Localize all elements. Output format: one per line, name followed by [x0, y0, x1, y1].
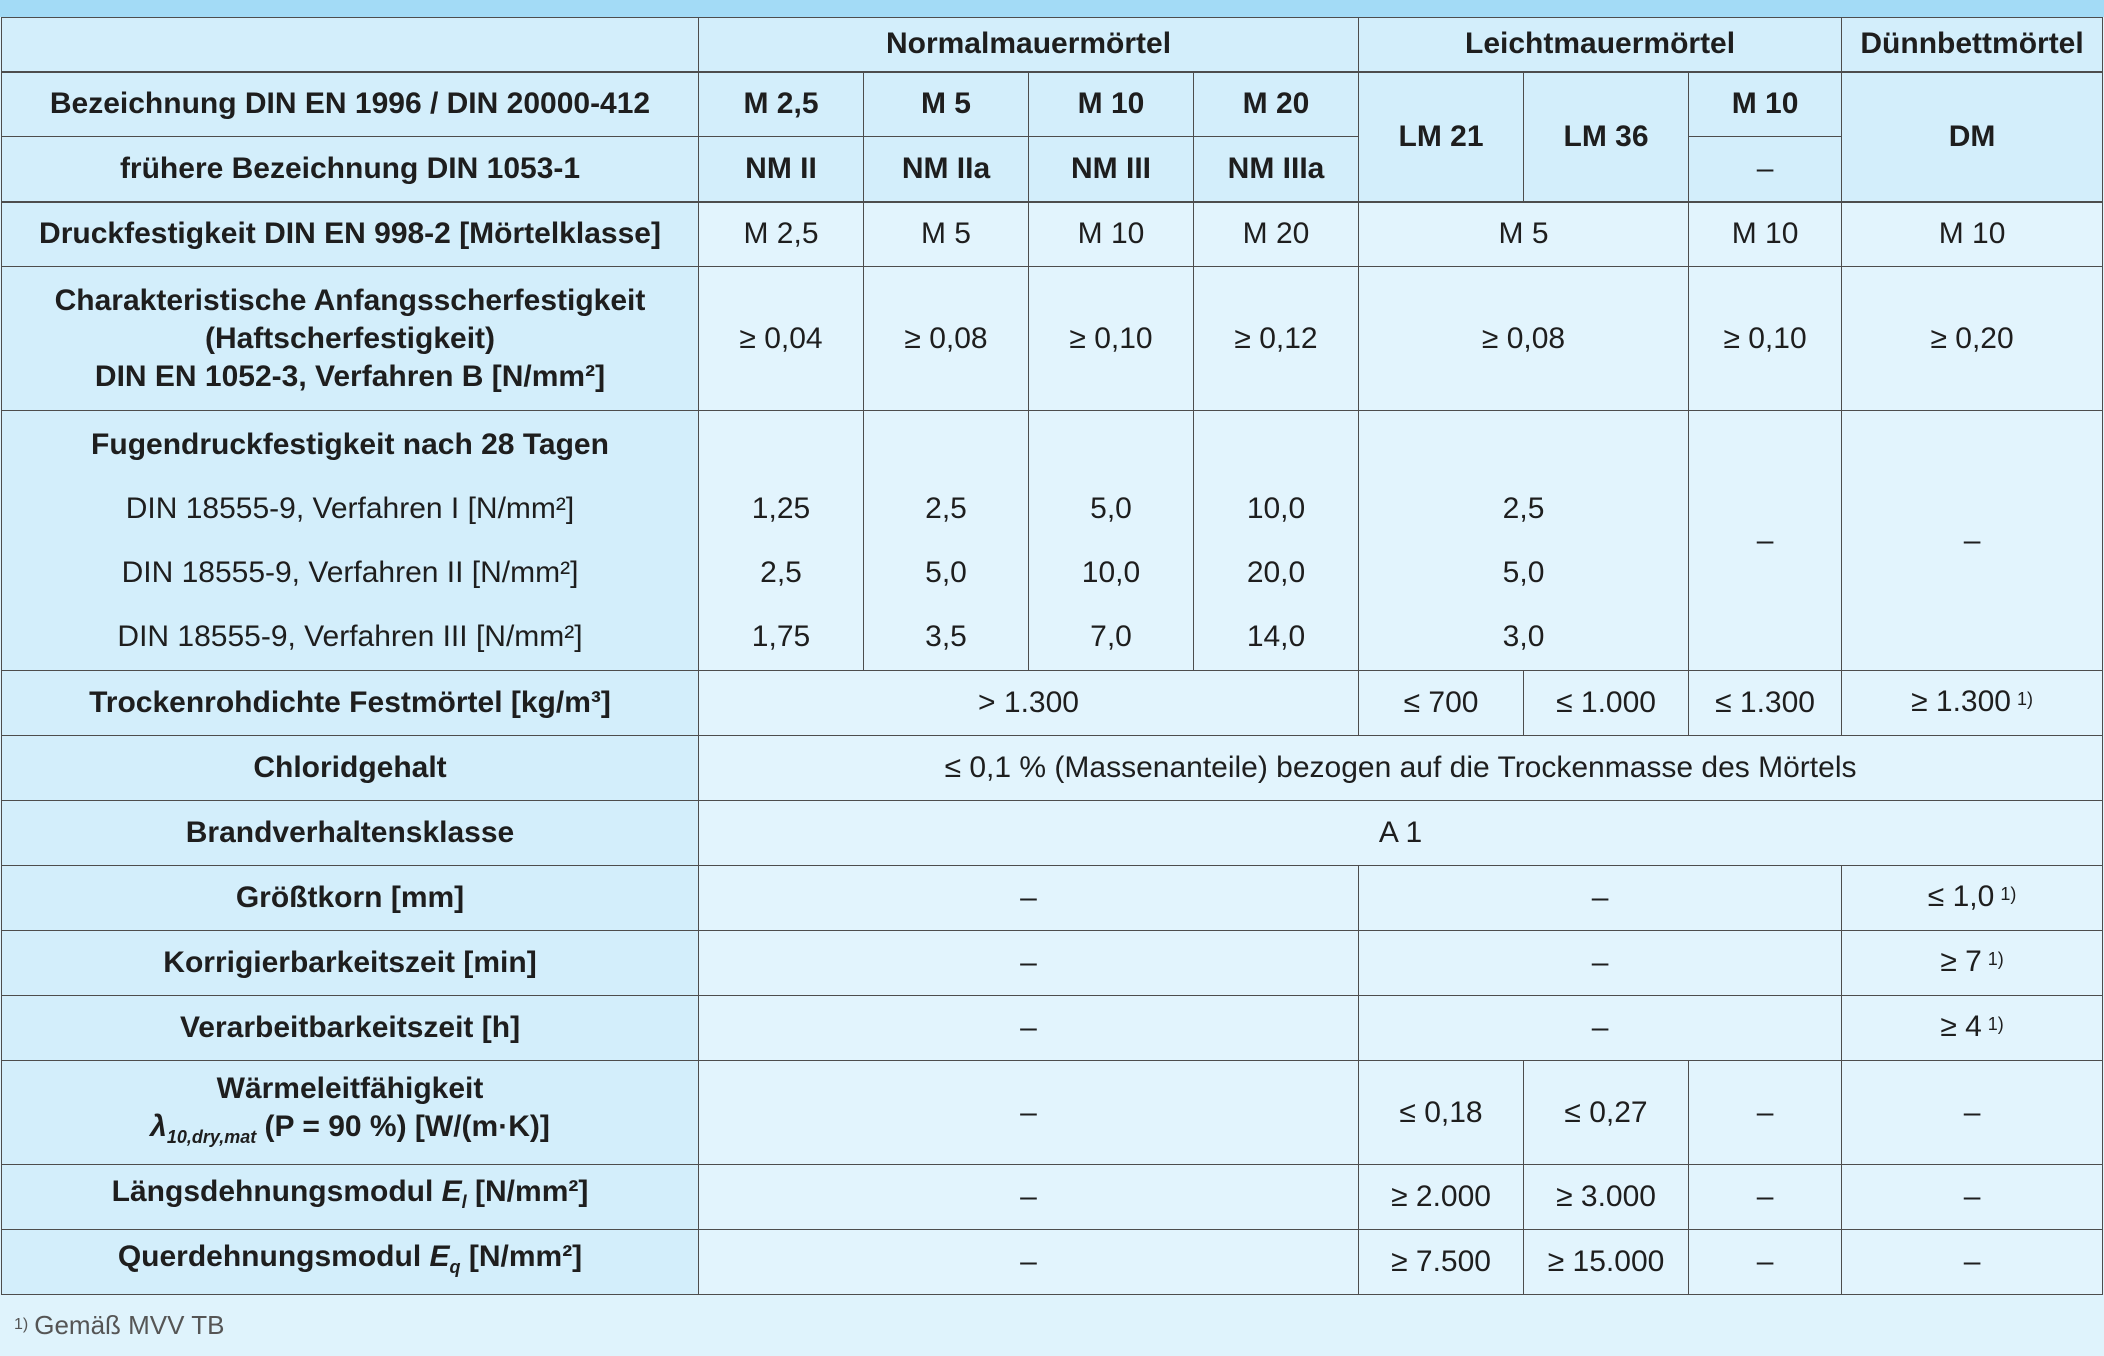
designation-lm21: LM 21: [1359, 72, 1524, 202]
group-leicht: Leichtmauermörtel: [1359, 18, 1842, 72]
modulus-subscript: q: [449, 1257, 461, 1277]
shear-row: [2, 267, 2103, 411]
thermal-value: –: [1689, 1061, 1842, 1165]
density-value: ≤ 1.000: [1524, 671, 1689, 736]
joint-method-2: DIN 18555-9, Verfahren II [N/mm²]: [121, 555, 579, 589]
corner-cell: [2, 18, 699, 72]
thermal-value: –: [699, 1061, 1359, 1165]
joint-value: 3,0: [1502, 619, 1545, 653]
fire-value: A 1: [699, 801, 2103, 866]
compressive-value: M 20: [1194, 202, 1359, 267]
joint-value: 7,0: [1090, 619, 1132, 653]
designation-m10: M 10: [1029, 72, 1194, 137]
trans-modulus-value: –: [1689, 1230, 1842, 1295]
grain-label: Größtkorn [mm]: [2, 866, 699, 931]
modulus-subscript: l: [461, 1192, 467, 1212]
density-label: Trockenrohdichte Festmörtel [kg/m³]: [2, 671, 699, 736]
modulus-symbol: E: [429, 1240, 450, 1273]
joint-col-dm: –: [1842, 411, 2103, 671]
footnote-mark: 1): [1987, 1013, 2004, 1034]
grain-row: [2, 866, 2103, 931]
trans-modulus-value: ≥ 15.000: [1524, 1230, 1689, 1295]
density-value: > 1.300: [699, 671, 1359, 736]
joint-value: 14,0: [1246, 619, 1306, 653]
joint-title: Fugendruckfestigkeit nach 28 Tagen: [91, 427, 609, 461]
former-nm3: NM III: [1029, 137, 1194, 202]
top-color-strip: [0, 0, 2104, 17]
joint-value: 5,0: [1090, 491, 1132, 525]
long-modulus-value: –: [1842, 1165, 2103, 1230]
shear-value: ≥ 0,08: [864, 267, 1029, 411]
grain-value: –: [1359, 866, 1842, 931]
shear-value: ≥ 0,04: [699, 267, 864, 411]
joint-value: 3,5: [925, 619, 967, 653]
density-row: [2, 671, 2103, 736]
former-nm2a: NM IIa: [864, 137, 1029, 202]
joint-col-m20: [1194, 411, 1359, 671]
designation-label: Bezeichnung DIN EN 1996 / DIN 20000-412: [2, 72, 699, 137]
trans-modulus-value: ≥ 7.500: [1359, 1230, 1524, 1295]
correction-row: [2, 931, 2103, 996]
correction-value: –: [1359, 931, 1842, 996]
fire-label: Brandverhaltensklasse: [2, 801, 699, 866]
thermal-label: [2, 1061, 699, 1165]
thermal-value: ≤ 0,27: [1524, 1061, 1689, 1165]
former-label: frühere Bezeichnung DIN 1053-1: [2, 137, 699, 202]
chloride-value: ≤ 0,1 % (Massenanteile) bezogen auf die Trockenmasse des Mörtels: [699, 736, 2103, 801]
compressive-row: [2, 202, 2103, 267]
former-lm-m10: –: [1689, 137, 1842, 202]
shear-value: ≥ 0,20: [1842, 267, 2103, 411]
density-value: ≤ 700: [1359, 671, 1524, 736]
designation-m20: M 20: [1194, 72, 1359, 137]
workability-value: –: [699, 996, 1359, 1061]
footnote-mark: 1): [2016, 688, 2033, 709]
workability-value: –: [1359, 996, 1842, 1061]
designation-dm: DM: [1842, 72, 2103, 202]
shear-value: ≥ 0,08: [1359, 267, 1689, 411]
trans-modulus-value: –: [1842, 1230, 2103, 1295]
joint-col-lm: [1359, 411, 1689, 671]
long-modulus-row: [2, 1165, 2103, 1230]
shear-label-line-3: DIN EN 1052-3, Verfahren B [N/mm²]: [94, 359, 606, 393]
shear-value: ≥ 0,10: [1029, 267, 1194, 411]
shear-label: [2, 267, 699, 411]
joint-value: 2,5: [925, 491, 967, 525]
workability-value-dm: ≥ 4 $^{1)}$: [1842, 996, 2103, 1061]
grain-value-dm: ≤ 1,0 $^{1)}$: [1842, 866, 2103, 931]
designation-lm36: LM 36: [1524, 72, 1689, 202]
long-modulus-value: –: [1689, 1165, 1842, 1230]
compressive-value: M 2,5: [699, 202, 864, 267]
former-nm2: NM II: [699, 137, 864, 202]
compressive-value: M 10: [1689, 202, 1842, 267]
mortar-properties-table: [1, 17, 2103, 1295]
long-modulus-value: ≥ 3.000: [1524, 1165, 1689, 1230]
thermal-value: ≤ 0,18: [1359, 1061, 1524, 1165]
designation-row: [2, 72, 2103, 137]
long-modulus-label: Längsdehnungsmodul $E_l$ [N/mm²]: [2, 1165, 699, 1230]
group-duenn: Dünnbettmörtel: [1842, 18, 2103, 72]
chloride-label: Chloridgehalt: [2, 736, 699, 801]
thermal-row: [2, 1061, 2103, 1165]
table-footnote: [14, 1310, 224, 1341]
thermal-value: –: [1842, 1061, 2103, 1165]
trans-modulus-value: –: [699, 1230, 1359, 1295]
designation-m5: M 5: [864, 72, 1029, 137]
joint-value: 1,25: [751, 491, 811, 525]
group-header-row: [2, 18, 2103, 72]
joint-col-m10: [1029, 411, 1194, 671]
correction-label: Korrigierbarkeitszeit [min]: [2, 931, 699, 996]
joint-value: 10,0: [1081, 555, 1141, 589]
workability-label: Verarbeitbarkeitszeit [h]: [2, 996, 699, 1061]
fire-row: [2, 801, 2103, 866]
density-value: ≤ 1.300: [1689, 671, 1842, 736]
joint-col-lm-m10: –: [1689, 411, 1842, 671]
density-value-dm: ≥ 1.300 $^{1)}$: [1842, 671, 2103, 736]
chloride-row: [2, 736, 2103, 801]
joint-label: [2, 411, 699, 671]
joint-value: 10,0: [1246, 491, 1306, 525]
correction-value: –: [699, 931, 1359, 996]
compressive-value: M 5: [864, 202, 1029, 267]
joint-method-3: DIN 18555-9, Verfahren III [N/mm²]: [117, 619, 583, 653]
grain-value: –: [699, 866, 1359, 931]
group-normal: Normalmauermörtel: [699, 18, 1359, 72]
compressive-label: Druckfestigkeit DIN EN 998-2 [Mörtelklasse]: [2, 202, 699, 267]
designation-m25: M 2,5: [699, 72, 864, 137]
former-designation-row: [2, 137, 2103, 202]
shear-value: ≥ 0,12: [1194, 267, 1359, 411]
compressive-value: M 10: [1029, 202, 1194, 267]
joint-strength-row: [2, 411, 2103, 671]
long-modulus-value: –: [699, 1165, 1359, 1230]
joint-method-1: DIN 18555-9, Verfahren I [N/mm²]: [125, 491, 575, 525]
footnote-mark: 1): [2000, 883, 2017, 904]
compressive-value: M 10: [1842, 202, 2103, 267]
joint-value: 2,5: [760, 555, 802, 589]
thermal-label-line-2: $\lambda_{10,dry,mat}$ (P = 90 %) [W/(m·K)]: [150, 1109, 550, 1147]
joint-value: 1,75: [751, 619, 811, 653]
joint-value: 2,5: [1502, 491, 1545, 525]
footnote-mark: 1): [1987, 948, 2004, 969]
workability-row: [2, 996, 2103, 1061]
compressive-value: M 5: [1359, 202, 1689, 267]
shear-label-line-2: (Haftscherfestigkeit): [204, 321, 496, 355]
correction-value-dm: ≥ 7 $^{1)}$: [1842, 931, 2103, 996]
joint-value: 5,0: [925, 555, 967, 589]
former-nm3a: NM IIIa: [1194, 137, 1359, 202]
trans-modulus-row: [2, 1230, 2103, 1295]
joint-value: 5,0: [1502, 555, 1545, 589]
lambda-symbol: λ: [150, 1109, 167, 1143]
lambda-subscript: 10,dry,mat: [166, 1126, 257, 1147]
shear-value: ≥ 0,10: [1689, 267, 1842, 411]
joint-col-m25: [699, 411, 864, 671]
joint-col-m5: [864, 411, 1029, 671]
modulus-symbol: E: [441, 1175, 462, 1208]
footnote-number: 1): [14, 1316, 29, 1333]
thermal-label-line-1: Wärmeleitfähigkeit: [216, 1071, 484, 1105]
joint-value: 20,0: [1246, 555, 1306, 589]
footnote-text: Gemäß MVV TB: [34, 1310, 225, 1340]
long-modulus-value: ≥ 2.000: [1359, 1165, 1524, 1230]
designation-lm-m10: M 10: [1689, 72, 1842, 137]
trans-modulus-label: Querdehnungsmodul $E_q$ [N/mm²]: [2, 1230, 699, 1295]
shear-label-line-1: Charakteristische Anfangsscherfestigkeit: [54, 283, 646, 317]
